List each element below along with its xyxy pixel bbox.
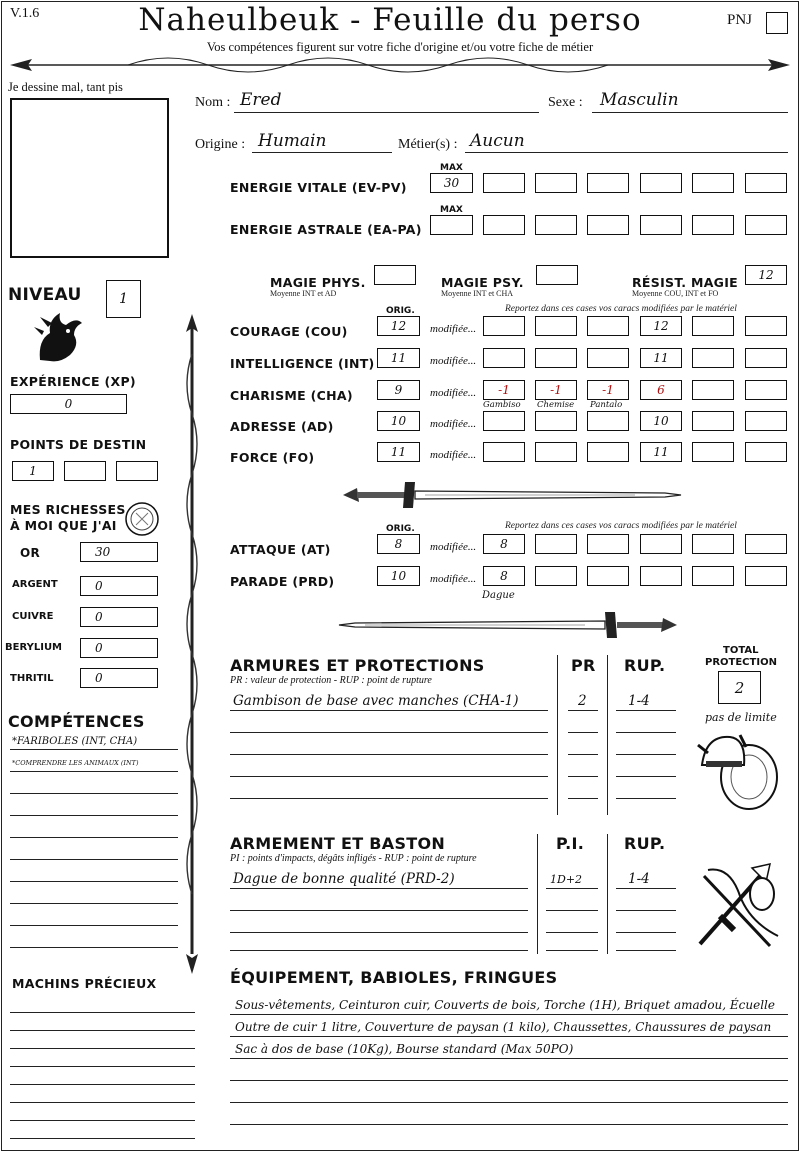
at-label: ATTAQUE (AT) (230, 542, 331, 557)
argent-box[interactable]: 0 (80, 576, 158, 596)
cha-mod-box[interactable]: -1 (587, 380, 629, 400)
cou-mod-box[interactable] (483, 316, 525, 336)
magie-psy-box[interactable] (536, 265, 578, 285)
competence-item[interactable]: *FARIBOLES (INT, CHA) (12, 736, 138, 747)
ev-box[interactable] (483, 173, 525, 193)
fo-mod-box[interactable]: 11 (640, 442, 682, 462)
destin-box[interactable]: 1 (12, 461, 54, 481)
helmet-shield-icon (694, 725, 784, 815)
ev-box[interactable] (745, 173, 787, 193)
combat-hint: Reportez dans ces cases vos caracs modifiées par le matériel (505, 521, 737, 531)
argent-label: ARGENT (12, 579, 58, 590)
thritil-box[interactable]: 0 (80, 668, 158, 688)
ea-box[interactable] (640, 215, 682, 235)
magie-psy-sub: Moyenne INT et CHA (441, 289, 514, 298)
sword-icon (335, 608, 685, 642)
ev-max-label: MAX (440, 163, 463, 173)
total-protection-box[interactable]: 2 (718, 671, 761, 704)
ev-label: ENERGIE VITALE (EV-PV) (230, 180, 407, 195)
ea-box[interactable] (535, 215, 577, 235)
cha-mod-box[interactable] (745, 380, 787, 400)
nom-label: Nom : (195, 95, 231, 110)
ev-max-box[interactable]: 30 (430, 173, 473, 193)
prd-note: Dague (482, 590, 515, 601)
at-mod-box[interactable]: 8 (483, 534, 525, 554)
equipement-line[interactable]: Sac à dos de base (10Kg), Bourse standard (Max 50PO) (235, 1042, 574, 1056)
modif-label: modifiée... (430, 355, 477, 367)
ad-mod-box[interactable] (483, 411, 525, 431)
niveau-label: NIVEAU (8, 285, 82, 305)
armement-col-rup: RUP. (624, 834, 666, 853)
arme-pi[interactable]: 1D+2 (550, 873, 583, 886)
int-mod-box[interactable] (745, 348, 787, 368)
cha-note: Gambiso (483, 400, 521, 410)
ad-orig-box[interactable]: 10 (377, 411, 420, 431)
ea-max-box[interactable] (430, 215, 473, 235)
magie-phys-label: MAGIE PHYS. (270, 275, 366, 290)
ea-box[interactable] (692, 215, 734, 235)
resist-magie-sub: Moyenne COU, INT et FO (632, 289, 719, 298)
berylium-label: BERYLIUM (5, 642, 63, 653)
cou-mod-box[interactable] (535, 316, 577, 336)
int-mod-box[interactable] (483, 348, 525, 368)
armure-pr[interactable]: 2 (578, 693, 587, 709)
int-mod-box[interactable]: 11 (640, 348, 682, 368)
metier-field[interactable]: Aucun (470, 131, 525, 151)
arme-rup[interactable]: 1-4 (628, 871, 650, 887)
nom-field[interactable]: Ered (240, 90, 282, 110)
armement-title: ARMEMENT ET BASTON (230, 834, 446, 853)
armures-subtitle: PR : valeur de protection - RUP : point de rupture (230, 675, 432, 686)
cha-orig-box[interactable]: 9 (377, 380, 420, 400)
competence-item[interactable]: *COMPRENDRE LES ANIMAUX (INT) (12, 759, 139, 767)
prd-mod-box[interactable] (587, 566, 629, 586)
richesses-label-2: À MOI QUE J'AI (10, 518, 117, 533)
page-subtitle: Vos compétences figurent sur votre fiche d'origine et/ou votre fiche de métier (206, 40, 594, 54)
equipement-title: ÉQUIPEMENT, BABIOLES, FRINGUES (230, 968, 558, 987)
combat-orig-label: ORIG. (386, 524, 415, 534)
ev-box[interactable] (640, 173, 682, 193)
destin-label: POINTS DE DESTIN (10, 437, 147, 452)
magie-phys-sub: Moyenne INT et AD (270, 289, 337, 298)
ad-mod-box[interactable] (745, 411, 787, 431)
ad-mod-box[interactable]: 10 (640, 411, 682, 431)
fo-mod-box[interactable] (535, 442, 577, 462)
stats-orig-label: ORIG. (386, 306, 415, 316)
prd-mod-box[interactable] (745, 566, 787, 586)
prd-mod-box[interactable] (535, 566, 577, 586)
sexe-field[interactable]: Masculin (600, 90, 679, 110)
resist-magie-box[interactable]: 12 (745, 265, 787, 285)
cou-mod-box[interactable] (587, 316, 629, 336)
modif-label: modifiée... (430, 541, 477, 553)
arme-name[interactable]: Dague de bonne qualité (PRD-2) (233, 871, 455, 887)
ad-mod-box[interactable] (535, 411, 577, 431)
modif-label: modifiée... (430, 387, 477, 399)
prd-mod-box[interactable] (692, 566, 734, 586)
fo-mod-box[interactable] (483, 442, 525, 462)
fo-orig-box[interactable]: 11 (377, 442, 420, 462)
at-mod-box[interactable] (535, 534, 577, 554)
equipement-line[interactable]: Sous-vêtements, Ceinturon cuir, Couverts de bois, Torche (1H), Briquet amadou, Écuelle (235, 998, 775, 1012)
int-label: INTELLIGENCE (INT) (230, 356, 375, 371)
niveau-box[interactable]: 1 (106, 280, 141, 318)
page-title: Naheulbeuk - Feuille du perso (138, 2, 642, 38)
origine-field[interactable]: Humain (258, 131, 327, 151)
cha-mod-box[interactable] (692, 380, 734, 400)
portrait-frame[interactable] (10, 98, 169, 258)
pnj-label: PNJ (727, 12, 753, 28)
ad-label: ADRESSE (AD) (230, 419, 334, 434)
modif-label: modifiée... (430, 323, 477, 335)
resist-magie-label: RÉSIST. MAGIE (632, 275, 739, 290)
cha-mod-box[interactable]: -1 (535, 380, 577, 400)
modif-label: modifiée... (430, 418, 477, 430)
sword-icon (335, 478, 685, 512)
cou-orig-box[interactable]: 12 (377, 316, 420, 336)
ev-box[interactable] (535, 173, 577, 193)
cou-label: COURAGE (COU) (230, 324, 348, 339)
fo-mod-box[interactable] (587, 442, 629, 462)
xp-box[interactable]: 0 (10, 394, 127, 414)
ea-max-label: MAX (440, 205, 463, 215)
destin-box[interactable] (64, 461, 106, 481)
origine-label: Origine : (195, 137, 246, 152)
prd-label: PARADE (PRD) (230, 574, 335, 589)
fo-mod-box[interactable] (745, 442, 787, 462)
ea-label: ENERGIE ASTRALE (EA-PA) (230, 222, 422, 237)
destin-box[interactable] (116, 461, 158, 481)
cuivre-box[interactable]: 0 (80, 607, 158, 627)
weapons-icon (690, 856, 790, 956)
pnj-checkbox[interactable] (766, 12, 788, 34)
armure-name[interactable]: Gambison de base avec manches (CHA-1) (233, 693, 519, 709)
ea-box[interactable] (483, 215, 525, 235)
armures-col-pr: PR (571, 656, 596, 675)
total-protection-label-1: TOTAL (723, 645, 759, 656)
modif-label: modifiée... (430, 449, 477, 461)
coin-icon (124, 501, 160, 537)
at-orig-box[interactable]: 8 (377, 534, 420, 554)
or-box[interactable]: 30 (80, 542, 158, 562)
cha-mod-box[interactable]: -1 (483, 380, 525, 400)
prd-mod-box[interactable] (640, 566, 682, 586)
competences-title: COMPÉTENCES (8, 712, 145, 731)
prd-mod-box[interactable]: 8 (483, 566, 525, 586)
metier-label: Métier(s) : (398, 137, 458, 152)
total-protection-note: pas de limite (705, 711, 777, 724)
sexe-label: Sexe : (548, 95, 583, 110)
armures-col-rup: RUP. (624, 656, 666, 675)
magie-psy-label: MAGIE PSY. (441, 275, 524, 290)
richesses-label-1: MES RICHESSES (10, 502, 126, 517)
or-label: OR (20, 546, 41, 560)
at-mod-box[interactable] (692, 534, 734, 554)
at-mod-box[interactable] (640, 534, 682, 554)
ea-box[interactable] (587, 215, 629, 235)
machins-title: MACHINS PRÉCIEUX (12, 976, 157, 991)
cha-mod-box[interactable]: 6 (640, 380, 682, 400)
total-protection-label-2: PROTECTION (705, 657, 777, 668)
ea-box[interactable] (745, 215, 787, 235)
ad-mod-box[interactable] (692, 411, 734, 431)
cou-mod-box[interactable] (745, 316, 787, 336)
fo-mod-box[interactable] (692, 442, 734, 462)
int-mod-box[interactable] (535, 348, 577, 368)
cou-mod-box[interactable] (692, 316, 734, 336)
portrait-caption: Je dessine mal, tant pis (8, 80, 123, 94)
ad-mod-box[interactable] (587, 411, 629, 431)
cuivre-label: CUIVRE (12, 611, 54, 622)
xp-label: EXPÉRIENCE (XP) (10, 374, 136, 389)
int-mod-box[interactable] (692, 348, 734, 368)
thritil-label: THRITIL (10, 673, 54, 684)
ev-box[interactable] (692, 173, 734, 193)
armure-rup[interactable]: 1-4 (628, 693, 650, 709)
equipement-line[interactable]: Outre de cuir 1 litre, Couverture de paysan (1 kilo), Chaussettes, Chaussures de paysan (235, 1020, 772, 1034)
dragon-icon (30, 305, 85, 365)
modif-label: modifiée... (430, 573, 477, 585)
int-orig-box[interactable]: 11 (377, 348, 420, 368)
stats-hint: Reportez dans ces cases vos caracs modifiées par le matériel (505, 304, 737, 314)
prd-orig-box[interactable]: 10 (377, 566, 420, 586)
cou-mod-box[interactable]: 12 (640, 316, 682, 336)
at-mod-box[interactable] (587, 534, 629, 554)
ev-box[interactable] (587, 173, 629, 193)
fo-label: FORCE (FO) (230, 450, 315, 465)
berylium-box[interactable]: 0 (80, 638, 158, 658)
version-label: V.1.6 (10, 6, 40, 21)
magie-phys-box[interactable] (374, 265, 416, 285)
armures-title: ARMURES ET PROTECTIONS (230, 656, 485, 675)
title-spear-icon (8, 54, 792, 76)
spear-icon (180, 314, 204, 974)
armement-col-pi: P.I. (556, 834, 585, 853)
int-mod-box[interactable] (587, 348, 629, 368)
cha-note: Chemise (537, 400, 575, 410)
armement-subtitle: PI : points d'impacts, dégâts infligés - RUP : point de rupture (230, 853, 477, 864)
cha-note: Pantalo (590, 400, 623, 410)
cha-label: CHARISME (CHA) (230, 388, 353, 403)
at-mod-box[interactable] (745, 534, 787, 554)
